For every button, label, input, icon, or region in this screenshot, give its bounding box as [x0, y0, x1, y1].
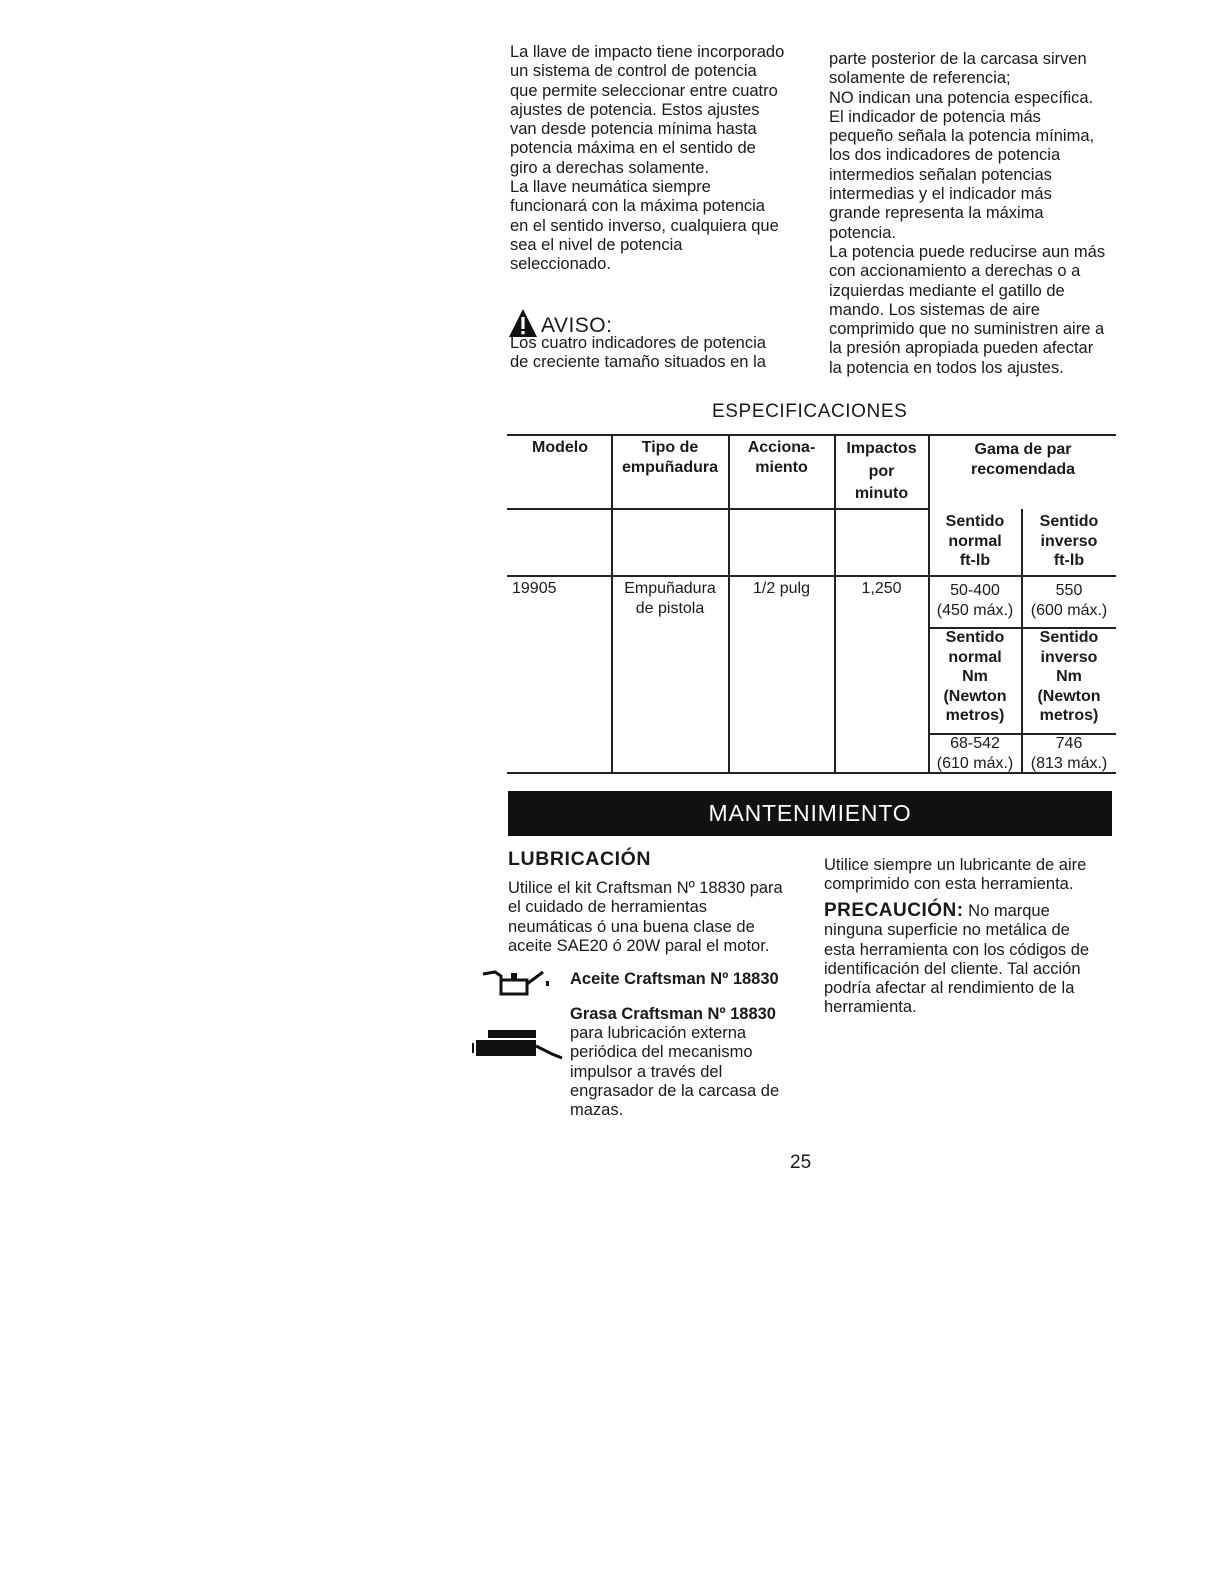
- lubricacion-paragraph: Utilice el kit Craftsman Nº 18830 para el cuidado de herramientas neumáticas ó una buena clase de aceite SAE20 ó 20W paral el motor.: [508, 879, 783, 955]
- page-number: 25: [790, 1152, 812, 1173]
- cell-impactos: 1,250: [861, 580, 902, 597]
- table-row-rule: [507, 575, 1116, 577]
- aviso-text: Los cuatro indicadores de potencia de creciente tamaño situados en la: [510, 334, 766, 372]
- intro-paragraph-right: parte posterior de la carcasa sirven solamente de referencia; NO indican una potencia específica. El indicador de potencia más pequeño señala la potencia mínima, los dos indicadores de potencia intermedios señalan potencias intermedias y el indicador más grande representa la máxima potencia. La potencia puede reducirse aun más con accionamiento a derechas o a izquierdas mediante el gatillo de mando. Los sistemas de aire comprimido que no suministren aire a la presión apropiada pueden afectar la potencia en todos los ajustes.: [829, 50, 1106, 377]
- precaucion-label: PRECAUCIÓN:: [824, 900, 964, 921]
- aviso-heading: [508, 288, 808, 338]
- cell-normal-ftlb: 50-400 (450 máx.): [936, 582, 1014, 619]
- subheader-normal-ftlb: Sentido normal ft-lb: [945, 513, 1005, 569]
- subheader-inverso-nm: Sentido inverso Nm (Newton metros): [1037, 629, 1101, 724]
- header-tipo: Tipo de empuñadura: [621, 439, 718, 476]
- lubricant-paragraph: Utilice siempre un lubricante de aire comprimido con esta herramienta.: [824, 856, 1087, 894]
- aceite-label: Aceite Craftsman Nº 18830: [570, 970, 779, 988]
- cell-inverso-ftlb: 550 (600 máx.): [1030, 582, 1108, 619]
- specs-title: ESPECIFICACIONES: [712, 401, 908, 422]
- lubricacion-title: LUBRICACIÓN: [508, 848, 652, 870]
- cell-modelo: 19905: [512, 580, 557, 597]
- grease-gun-icon: [472, 1024, 564, 1064]
- table-header-rule: [507, 508, 929, 510]
- grasa-label: Grasa Craftsman Nº 18830: [570, 1005, 776, 1023]
- maintenance-banner: [508, 791, 1112, 836]
- cell-accionamiento: 1/2 pulg: [753, 580, 810, 597]
- cell-normal-nm: 68-542 (610 máx.): [936, 735, 1014, 772]
- precaucion-block: [824, 901, 1124, 1018]
- precaucion-text: ninguna superficie no metálica de esta herramienta con los códigos de identificación del cliente. Tal acción podría afectar al rendimiento de la herramienta.: [824, 921, 1090, 1017]
- cell-inverso-nm: 746 (813 máx.): [1030, 735, 1108, 772]
- subheader-inverso-ftlb: Sentido inverso ft-lb: [1039, 513, 1099, 569]
- intro-paragraph-left: La llave de impacto tiene incorporado un sistema de control de potencia que permite seleccionar entre cuatro ajustes de potencia. Estos ajustes van desde potencia mínima hasta potencia máxima en el sentido de giro a derechas solamente. La llave neumática siempre funcionará con la máxima potencia en el sentido inverso, cualquiera que sea el nivel de potencia seleccionado.: [510, 43, 785, 274]
- cell-tipo: Empuñadura de pistola: [624, 580, 716, 617]
- oil-can-icon: [481, 966, 553, 1000]
- header-modelo: Modelo: [532, 439, 588, 456]
- aviso-label: AVISO:: [541, 314, 613, 337]
- header-gama: Gama de par recomendada: [970, 441, 1076, 478]
- subheader-normal-nm: Sentido normal Nm (Newton metros): [943, 629, 1007, 724]
- precaucion-first-line: No marque: [963, 902, 1050, 920]
- header-impactos: Impactos por minuto: [846, 440, 917, 502]
- table-col-divider: [728, 434, 730, 773]
- header-accionamiento: Acciona- miento: [747, 439, 816, 476]
- banner-title: MANTENIMIENTO: [708, 800, 912, 826]
- grasa-text: para lubricación externa periódica del mecanismo impulsor a través del engrasador de la carcasa de mazas.: [570, 1024, 780, 1120]
- table-top-rule: [507, 434, 1116, 436]
